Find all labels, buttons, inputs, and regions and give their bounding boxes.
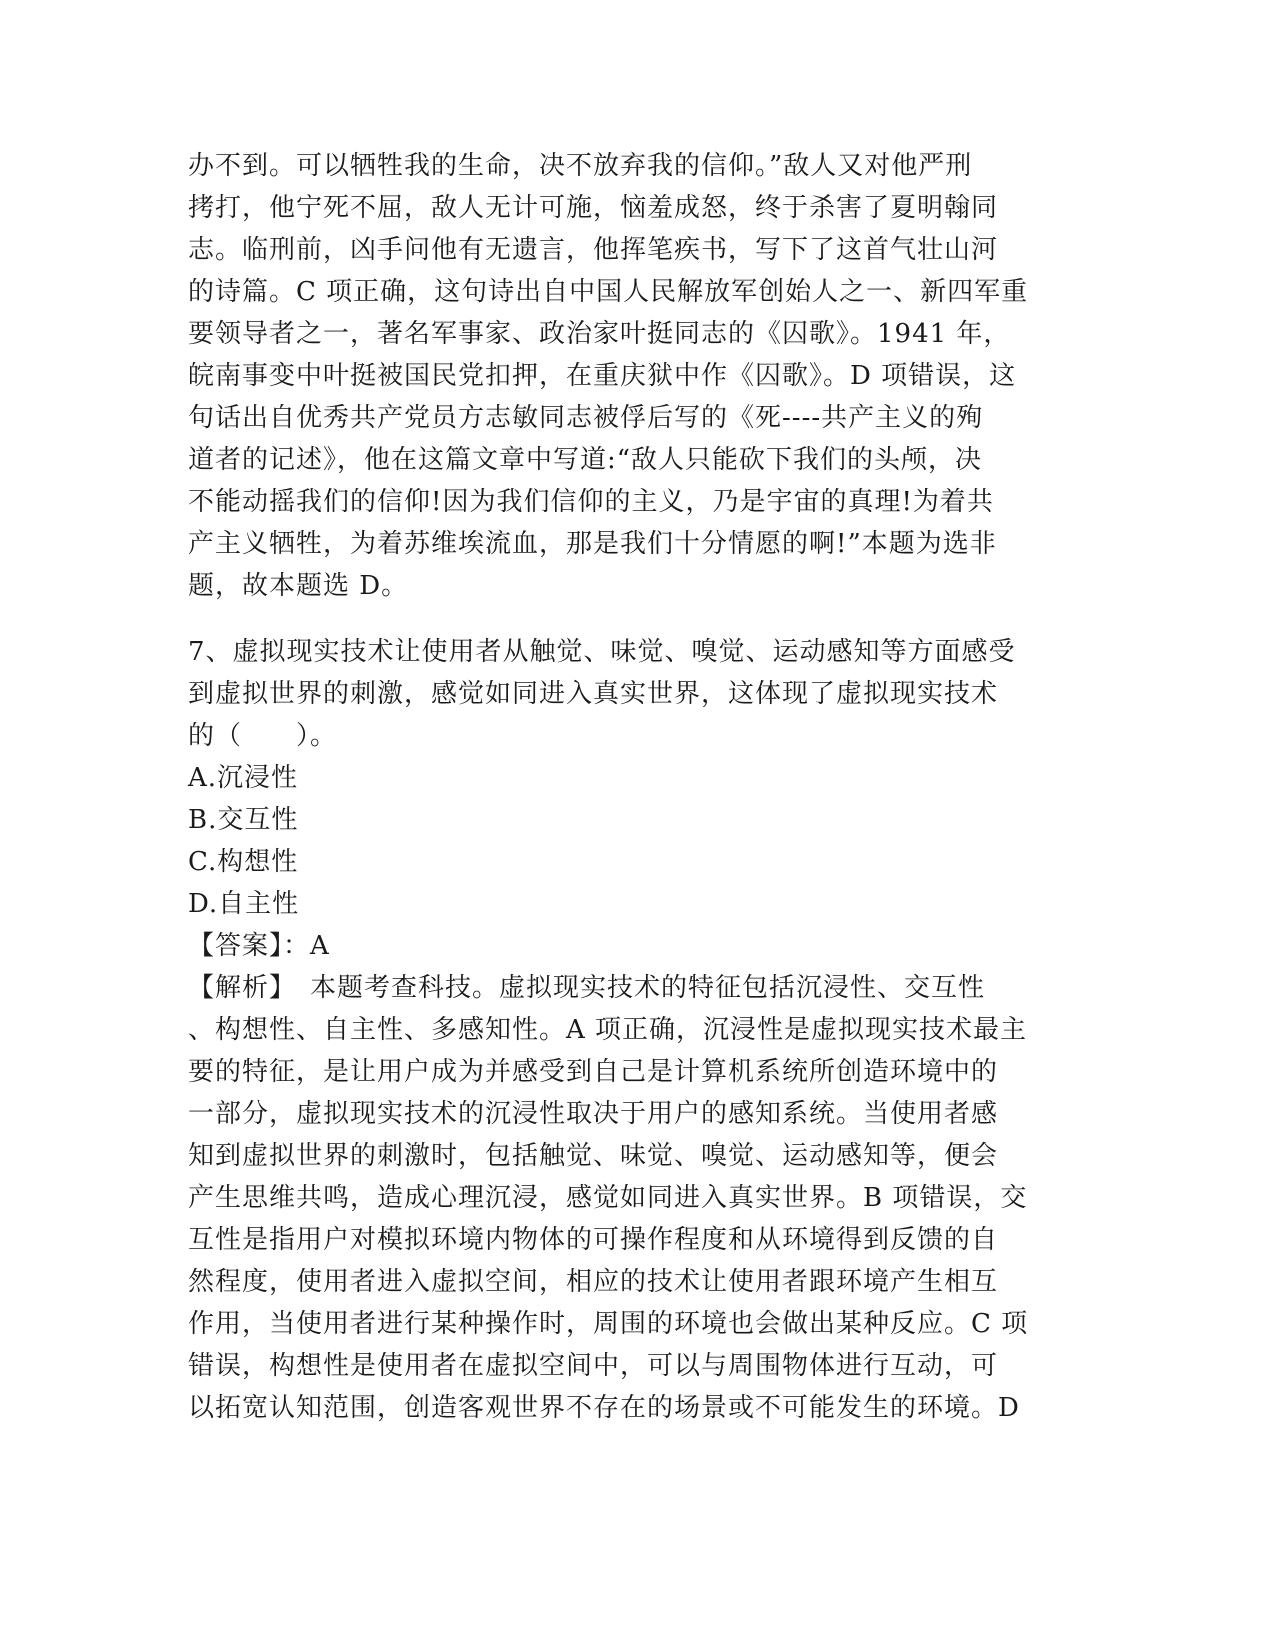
analysis-line: 以拓宽认知范围，创造客观世界不存在的场景或不可能发生的环境。D: [188, 1393, 1020, 1423]
option-b: B.交互性: [188, 805, 299, 835]
analysis-line: 要的特征，是让用户成为并感受到自己是计算机系统所创造环境中的: [188, 1057, 999, 1087]
question-stem-line: 7、虚拟现实技术让使用者从触觉、味觉、嗅觉、运动感知等方面感受: [188, 637, 1016, 667]
option-a: A.沉浸性: [188, 763, 299, 793]
continuation-line: 道者的记述》，他在这篇文章中写道:“敌人只能砍下我们的头颅，决: [188, 445, 983, 475]
option-c: C.构想性: [188, 847, 299, 877]
question-stem-line: 到虚拟世界的刺激，感觉如同进入真实世界，这体现了虚拟现实技术: [188, 679, 999, 709]
analysis-line: 、构想性、自主性、多感知性。A 项正确，沉浸性是虚拟现实技术最主: [188, 1015, 1028, 1045]
analysis-line: 然程度，使用者进入虚拟空间，相应的技术让使用者跟环境产生相互: [188, 1267, 999, 1297]
analysis-line: 一部分，虚拟现实技术的沉浸性取决于用户的感知系统。当使用者感: [188, 1099, 999, 1129]
question-stem-line: 的（ ）。: [188, 721, 338, 751]
analysis-line: 互性是指用户对模拟环境内物体的可操作程度和从环境得到反馈的自: [188, 1225, 999, 1255]
option-d: D.自主性: [188, 889, 300, 919]
analysis-line: 错误，构想性是使用者在虚拟空间中，可以与周围物体进行互动，可: [188, 1351, 999, 1381]
continuation-line: 的诗篇。C 项正确，这句诗出自中国人民解放军创始人之一、新四军重: [188, 277, 1029, 307]
continuation-line: 产主义牺牲，为着苏维埃流血，那是我们十分情愿的啊!”本题为选非: [188, 529, 997, 559]
continuation-line: 办不到。可以牺牲我的生命，决不放弃我的信仰。”敌人又对他严刑: [188, 151, 973, 181]
continuation-line: 皖南事变中叶挺被国民党扣押，在重庆狱中作《囚歌》。D 项错误，这: [188, 361, 1017, 391]
continuation-line: 志。临刑前，凶手问他有无遗言，他挥笔疾书，写下了这首气壮山河: [188, 235, 999, 265]
analysis-line: 作用，当使用者进行某种操作时，周围的环境也会做出某种反应。C 项: [188, 1309, 1029, 1339]
continuation-line: 不能动摇我们的信仰!因为我们信仰的主义，乃是宇宙的真理!为着共: [188, 487, 994, 517]
continuation-line: 题，故本题选 D。: [188, 571, 409, 601]
continuation-line: 句话出自优秀共产党员方志敏同志被俘后写的《死----共产主义的殉: [188, 403, 984, 433]
continuation-line: 拷打，他宁死不屈，敌人无计可施，恼羞成怒，终于杀害了夏明翰同: [188, 193, 999, 223]
analysis-line: 【解析】 本题考查科技。虚拟现实技术的特征包括沉浸性、交互性: [188, 973, 986, 1003]
analysis-line: 知到虚拟世界的刺激时，包括触觉、味觉、嗅觉、运动感知等，便会: [188, 1141, 999, 1171]
answer-line: 【答案】：A: [188, 931, 330, 961]
continuation-line: 要领导者之一，著名军事家、政治家叶挺同志的《囚歌》。1941 年，: [188, 319, 1011, 349]
analysis-line: 产生思维共鸣，造成心理沉浸，感觉如同进入真实世界。B 项错误，交: [188, 1183, 1028, 1213]
